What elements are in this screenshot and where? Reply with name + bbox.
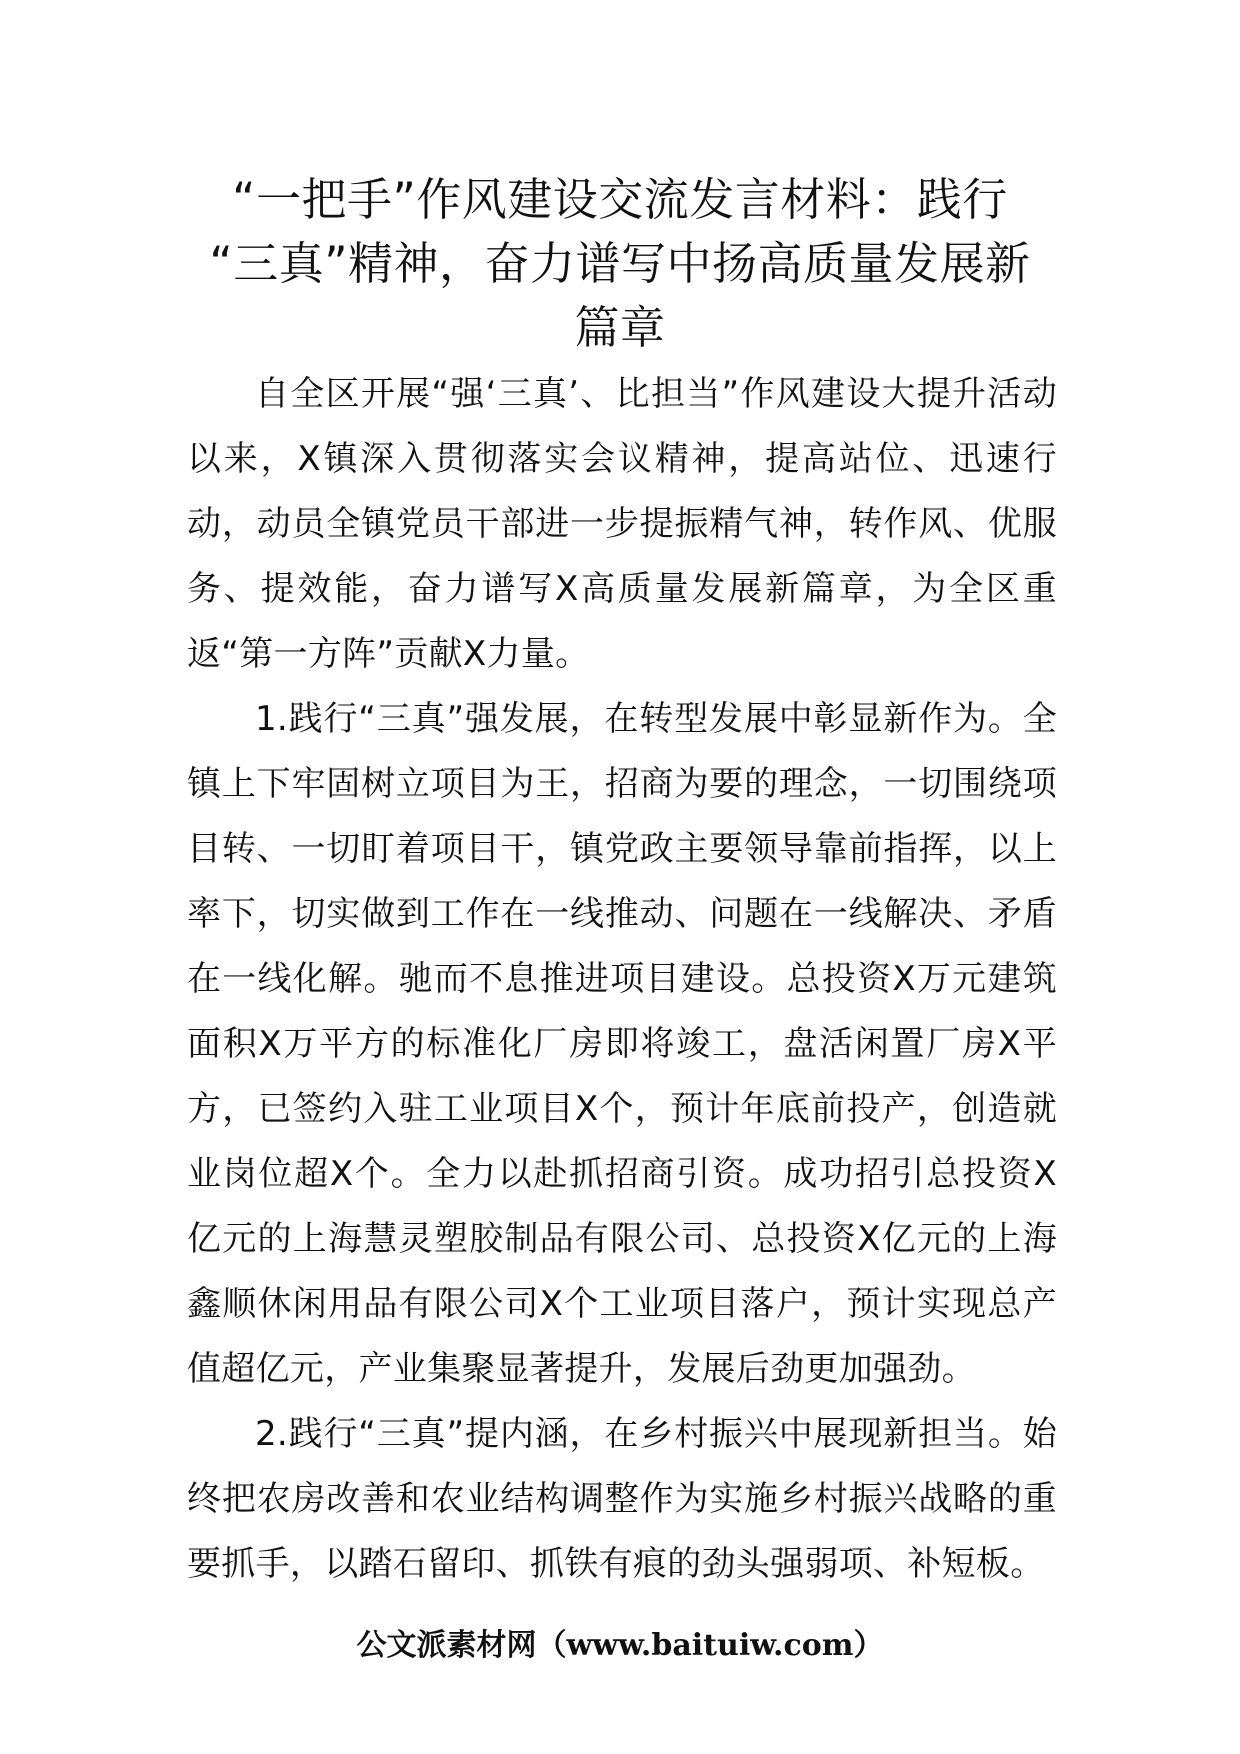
source-watermark: 公文派素材网（www.baituiw.com）: [356, 1628, 884, 1663]
title-line-2: “三真”精神，奋力谱写中扬高质量发展新: [209, 237, 1031, 290]
paragraph-section-2: 2.践行“三真”提内涵，在乡村振兴中展现新担当。始终把农房改善和农业结构调整作为实施乡村振兴战略的重要抓手，以踏石留印、抓铁有痕的劲头强弱项、补短板。: [187, 1414, 1057, 1584]
document-title: [170, 168, 1070, 360]
paragraph-section-1: 1.践行“三真”强发展，在转型发展中彰显新作为。全镇上下牢固树立项目为王，招商为要的理念，一切围绕项目转、一切盯着项目干，镇党政主要领导靠前指挥，以上率下，切实做到工作在一线推动、问题在一线解决、矛盾在一线化解。驰而不息推进项目建设。总投资X万元建筑面积X万平方的标准化厂房即将竣工，盘活闲置厂房X平方，已签约入驻工业项目X个，预计年底前投产，创造就业岗位超X个。全力以赴抓招商引资。成功招引总投资X亿元的上海慧灵塑胶制品有限公司、总投资X亿元的上海鑫顺休闲用品有限公司X个工业项目落户，预计实现总产值超亿元，产业集聚显著提升，发展后劲更加强劲。: [187, 699, 1057, 1389]
title-line-3: 篇章: [574, 301, 666, 354]
paragraph-intro: 自全区开展“强‘三真’、比担当”作风建设大提升活动以来，X镇深入贯彻落实会议精神，提高站位、迅速行动，动员全镇党员干部进一步提振精气神，转作风、优服务、提效能，奋力谱写X高质量发展新篇章，为全区重返“第一方阵”贡献X力量。: [187, 374, 1057, 674]
document-body: [187, 362, 1057, 1597]
title-line-1: “一把手”作风建设交流发言材料：践行: [232, 173, 1008, 226]
